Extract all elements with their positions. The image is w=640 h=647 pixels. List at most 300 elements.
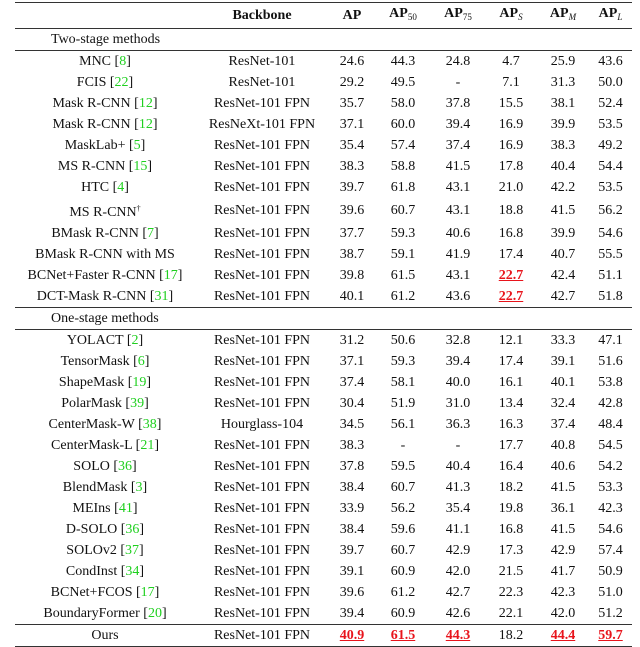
results-table <box>15 2 632 647</box>
backbone-cell: ResNet-101 FPN <box>213 247 311 262</box>
ap-value: 38.4 <box>339 522 365 537</box>
table-row <box>15 244 632 265</box>
ap-cell <box>329 561 375 582</box>
aps-cell <box>485 540 537 561</box>
aps-cell <box>485 265 537 286</box>
ap50-value: 59.3 <box>390 354 416 369</box>
citation-link: 36 <box>118 459 133 474</box>
apm-value: 42.7 <box>550 289 576 304</box>
aps-value: 16.1 <box>498 375 524 390</box>
ap50-value: 58.1 <box>390 375 416 390</box>
ap-value: 38.3 <box>339 438 365 453</box>
ap75-value: 43.6 <box>445 289 471 304</box>
apl-cell <box>589 540 632 561</box>
aps-value: 22.7 <box>498 289 524 304</box>
aps-cell <box>485 414 537 435</box>
apl-cell <box>589 198 632 223</box>
citation-link: 36 <box>125 522 140 537</box>
citation-link: 3 <box>135 480 143 495</box>
method-name: CenterMask-W <box>48 417 135 432</box>
apm-value: 42.3 <box>550 585 576 600</box>
ap75-cell <box>431 603 485 625</box>
ap-cell <box>329 435 375 456</box>
apl-cell <box>589 114 632 135</box>
ours-row <box>15 625 632 647</box>
backbone-cell: ResNet-101 FPN <box>213 375 311 390</box>
apm-cell <box>537 286 589 308</box>
header-ap50 <box>375 3 431 29</box>
backbone-cell: ResNet-101 FPN <box>213 543 311 558</box>
method-name: MS R-CNN <box>57 159 126 174</box>
aps-cell <box>485 351 537 372</box>
header-apm <box>537 3 589 29</box>
method-name: Mask R-CNN <box>52 96 131 111</box>
method-cell: MEIns [41] <box>72 501 138 516</box>
ap75-cell <box>431 244 485 265</box>
method-name: CondInst <box>65 564 118 579</box>
apm-value: 33.3 <box>550 333 576 348</box>
apm-value: 41.5 <box>550 480 576 495</box>
ap-value: 33.9 <box>339 501 365 516</box>
aps-value: 18.8 <box>498 203 524 218</box>
ap50-cell <box>375 223 431 244</box>
ap75-cell <box>431 265 485 286</box>
ap75-value: 41.1 <box>445 522 471 537</box>
ap-value: 35.4 <box>339 138 365 153</box>
citation-link: 12 <box>138 117 153 132</box>
ap-value: 40.9 <box>339 628 365 643</box>
apm-cell <box>537 114 589 135</box>
aps-value: 7.1 <box>502 75 520 90</box>
table-row <box>15 177 632 198</box>
apl-value: 54.6 <box>598 522 623 537</box>
apl-value: 53.5 <box>598 180 623 195</box>
apl-value: 51.6 <box>598 354 623 369</box>
header-apl-base: AP <box>598 6 618 21</box>
ap-cell <box>329 177 375 198</box>
header-ap75-base: AP <box>444 6 463 21</box>
ap50-cell <box>375 540 431 561</box>
apl-cell <box>589 625 632 647</box>
ap-value: 39.6 <box>339 203 365 218</box>
aps-value: 21.5 <box>498 564 524 579</box>
ap50-value: 59.6 <box>390 522 416 537</box>
apl-value: 42.3 <box>598 501 623 516</box>
ap-cell <box>329 414 375 435</box>
citation-link: 37 <box>125 543 140 558</box>
ap-value: 37.8 <box>339 459 365 474</box>
apm-cell <box>537 51 589 73</box>
apm-value: 25.9 <box>550 54 576 69</box>
method-cell: BoundaryFormer [20] <box>43 606 167 621</box>
ap75-value: 43.1 <box>445 268 471 283</box>
aps-value: 22.3 <box>498 585 524 600</box>
apm-value: 41.5 <box>550 522 576 537</box>
ap50-value: 59.1 <box>390 247 416 262</box>
apl-value: 43.6 <box>598 54 623 69</box>
aps-cell <box>485 456 537 477</box>
ap50-cell <box>375 286 431 308</box>
ap-cell <box>329 265 375 286</box>
aps-value: 19.8 <box>498 501 524 516</box>
aps-value: 15.5 <box>498 96 524 111</box>
apm-cell <box>537 498 589 519</box>
ap75-cell <box>431 393 485 414</box>
table-row <box>15 477 632 498</box>
ap50-value: 59.3 <box>390 226 416 241</box>
method-name: YOLACT <box>66 333 124 348</box>
method-cell: DCT-Mask R-CNN [31] <box>36 289 174 304</box>
backbone-cell: ResNet-101 <box>228 54 296 69</box>
aps-cell <box>485 603 537 625</box>
aps-cell <box>485 435 537 456</box>
ap50-cell <box>375 244 431 265</box>
apl-value: 49.2 <box>598 138 623 153</box>
apl-value: 51.0 <box>598 585 623 600</box>
citation-link: 20 <box>147 606 162 621</box>
header-aps-base: AP <box>499 6 519 21</box>
backbone-cell: ResNet-101 FPN <box>213 501 311 516</box>
apm-value: 44.4 <box>550 628 576 643</box>
ap-cell <box>329 51 375 73</box>
method-cell: HTC [4] <box>81 180 129 195</box>
table-row <box>15 135 632 156</box>
ap75-cell <box>431 198 485 223</box>
apm-cell <box>537 265 589 286</box>
ap-cell <box>329 456 375 477</box>
method-cell: PolarMask [39] <box>61 396 149 411</box>
section-header-row <box>15 308 632 330</box>
table-row <box>15 435 632 456</box>
ap-value: 24.6 <box>339 54 365 69</box>
backbone-cell: ResNet-101 FPN <box>213 203 311 218</box>
ap75-value: 40.4 <box>445 459 471 474</box>
ap-cell <box>329 351 375 372</box>
aps-cell <box>485 330 537 352</box>
ap-cell <box>329 372 375 393</box>
ap75-value: 37.8 <box>445 96 471 111</box>
header-apm-sub: M <box>568 12 577 22</box>
ap-value: 37.1 <box>339 354 365 369</box>
ap75-cell <box>431 498 485 519</box>
method-cell: CondInst [34] <box>65 564 145 579</box>
ap75-cell <box>431 51 485 73</box>
citation-link: 4 <box>117 180 125 195</box>
apm-value: 40.6 <box>550 459 576 474</box>
ap50-value: 59.5 <box>390 459 416 474</box>
aps-cell <box>485 177 537 198</box>
apl-value: 42.8 <box>598 396 623 411</box>
table-row <box>15 286 632 308</box>
ap-cell <box>329 393 375 414</box>
apl-cell <box>589 177 632 198</box>
ap50-value: - <box>400 438 406 453</box>
apl-cell <box>589 330 632 352</box>
apm-cell <box>537 223 589 244</box>
ap-value: 38.3 <box>339 159 365 174</box>
header-apm-base: AP <box>549 6 569 21</box>
section-title: Two-stage methods <box>51 32 161 47</box>
apl-cell <box>589 414 632 435</box>
method-name: Ours <box>91 628 119 643</box>
ap75-cell <box>431 93 485 114</box>
header-ap50-base: AP <box>389 6 408 21</box>
ap75-value: 41.5 <box>445 159 471 174</box>
aps-value: 17.4 <box>498 247 524 262</box>
aps-value: 17.3 <box>498 543 524 558</box>
header-method <box>15 3 195 29</box>
method-name: PolarMask <box>61 396 122 411</box>
backbone-cell: ResNet-101 FPN <box>213 396 311 411</box>
ap50-cell <box>375 351 431 372</box>
ap75-cell <box>431 477 485 498</box>
method-cell: SOLOv2 [37] <box>66 543 144 558</box>
backbone-cell: ResNet-101 FPN <box>213 606 311 621</box>
aps-value: 16.9 <box>498 117 524 132</box>
backbone-cell: Hourglass-104 <box>220 417 304 432</box>
apl-value: 53.5 <box>598 117 623 132</box>
aps-cell <box>485 582 537 603</box>
apm-value: 40.8 <box>550 438 576 453</box>
table-row <box>15 265 632 286</box>
ap75-value: - <box>455 75 461 90</box>
method-name: BMask R-CNN <box>51 226 139 241</box>
header-row <box>15 3 632 29</box>
table-row <box>15 51 632 73</box>
ap75-cell <box>431 135 485 156</box>
method-cell: CenterMask-L [21] <box>51 438 159 453</box>
ap75-value: 40.6 <box>445 226 471 241</box>
backbone-cell: ResNet-101 FPN <box>213 628 311 643</box>
ap-value: 40.1 <box>339 289 365 304</box>
ap50-value: 58.0 <box>390 96 416 111</box>
ap50-cell <box>375 582 431 603</box>
citation-link: 38 <box>142 417 157 432</box>
ap-cell <box>329 625 375 647</box>
ap-value: 39.7 <box>339 543 365 558</box>
method-cell: BCNet+Faster R-CNN [17] <box>27 268 183 283</box>
ap50-value: 60.7 <box>390 480 416 495</box>
ap50-value: 60.7 <box>390 203 416 218</box>
aps-value: 17.4 <box>498 354 524 369</box>
apm-cell <box>537 519 589 540</box>
apl-cell <box>589 477 632 498</box>
ap75-cell <box>431 114 485 135</box>
backbone-cell: ResNet-101 FPN <box>213 159 311 174</box>
citation-link: 6 <box>137 354 145 369</box>
aps-cell <box>485 156 537 177</box>
ap50-value: 50.6 <box>390 333 416 348</box>
table-row <box>15 561 632 582</box>
ap50-value: 61.2 <box>390 289 416 304</box>
apl-cell <box>589 286 632 308</box>
method-cell: CenterMask-W [38] <box>48 417 162 432</box>
apl-cell <box>589 435 632 456</box>
method-name: DCT-Mask R-CNN <box>36 289 147 304</box>
apm-value: 42.0 <box>550 606 576 621</box>
apm-cell <box>537 244 589 265</box>
ap50-cell <box>375 93 431 114</box>
ap50-cell <box>375 414 431 435</box>
method-cell: ShapeMask [19] <box>58 375 152 390</box>
apl-value: 56.2 <box>598 203 623 218</box>
apm-value: 40.1 <box>550 375 576 390</box>
apm-cell <box>537 603 589 625</box>
table-row <box>15 603 632 625</box>
ap-value: 38.4 <box>339 480 365 495</box>
apm-cell <box>537 72 589 93</box>
aps-cell <box>485 372 537 393</box>
apl-value: 51.1 <box>598 268 623 283</box>
ap75-value: - <box>455 438 461 453</box>
ap75-cell <box>431 540 485 561</box>
ap50-value: 60.9 <box>390 564 416 579</box>
ap75-cell <box>431 456 485 477</box>
ap75-value: 31.0 <box>445 396 471 411</box>
ap75-value: 36.3 <box>445 417 471 432</box>
ap75-cell <box>431 351 485 372</box>
apl-value: 57.4 <box>598 543 623 558</box>
citation-link: 19 <box>132 375 147 390</box>
apl-cell <box>589 72 632 93</box>
apl-cell <box>589 156 632 177</box>
method-name: BCNet+FCOS <box>50 585 133 600</box>
citation-link: 2 <box>131 333 139 348</box>
ap-value: 35.7 <box>339 96 365 111</box>
table-row <box>15 393 632 414</box>
ap75-value: 39.4 <box>445 354 471 369</box>
backbone-cell: ResNet-101 FPN <box>213 138 311 153</box>
apm-value: 39.9 <box>550 117 576 132</box>
ap-cell <box>329 156 375 177</box>
ap50-value: 61.8 <box>390 180 416 195</box>
table-row <box>15 582 632 603</box>
header-apl-sub: L <box>617 12 623 22</box>
citation-link: 41 <box>118 501 133 516</box>
ap-value: 39.7 <box>339 180 365 195</box>
apl-cell <box>589 393 632 414</box>
ap-value: 37.1 <box>339 117 365 132</box>
ap50-cell <box>375 519 431 540</box>
ap75-value: 42.7 <box>445 585 471 600</box>
apm-value: 40.4 <box>550 159 576 174</box>
apm-cell <box>537 435 589 456</box>
method-cell: BlendMask [3] <box>62 480 148 495</box>
apl-cell <box>589 582 632 603</box>
table-row <box>15 456 632 477</box>
aps-cell <box>485 477 537 498</box>
aps-value: 16.9 <box>498 138 524 153</box>
ap75-value: 42.0 <box>445 564 471 579</box>
apm-value: 32.4 <box>550 396 576 411</box>
header-ap50-sub: 50 <box>407 12 417 22</box>
aps-value: 16.8 <box>498 522 524 537</box>
method-cell: BCNet+FCOS [17] <box>50 585 160 600</box>
apm-value: 31.3 <box>550 75 576 90</box>
apl-value: 54.6 <box>598 226 623 241</box>
aps-cell <box>485 93 537 114</box>
method-name: MaskLab+ <box>64 138 126 153</box>
method-name: TensorMask <box>60 354 130 369</box>
ap-cell <box>329 582 375 603</box>
ap-cell <box>329 93 375 114</box>
apm-cell <box>537 625 589 647</box>
ap-value: 38.7 <box>339 247 365 262</box>
apl-cell <box>589 93 632 114</box>
apl-cell <box>589 265 632 286</box>
ap50-cell <box>375 135 431 156</box>
ap75-cell <box>431 519 485 540</box>
method-cell: YOLACT [2] <box>66 333 144 348</box>
ap-value: 37.7 <box>339 226 365 241</box>
apm-value: 42.9 <box>550 543 576 558</box>
ap-cell <box>329 286 375 308</box>
method-cell: Mask R-CNN [12] <box>52 117 158 132</box>
apm-value: 41.7 <box>550 564 576 579</box>
backbone-cell: ResNeXt-101 FPN <box>208 117 316 132</box>
ap75-value: 43.1 <box>445 203 471 218</box>
ap50-cell <box>375 477 431 498</box>
method-cell: D-SOLO [36] <box>65 522 145 537</box>
method-cell <box>15 625 195 647</box>
apl-cell <box>589 244 632 265</box>
aps-cell <box>485 625 537 647</box>
apl-value: 50.0 <box>598 75 623 90</box>
table-row <box>15 72 632 93</box>
ap50-cell <box>375 72 431 93</box>
apl-cell <box>589 351 632 372</box>
ap50-cell <box>375 393 431 414</box>
method-cell: TensorMask [6] <box>60 354 150 369</box>
apl-cell <box>589 498 632 519</box>
method-name: BlendMask <box>62 480 128 495</box>
apm-cell <box>537 93 589 114</box>
apm-value: 42.2 <box>550 180 576 195</box>
ap50-value: 49.5 <box>390 75 416 90</box>
ap-cell <box>329 519 375 540</box>
apl-value: 55.5 <box>598 247 623 262</box>
table-row <box>15 93 632 114</box>
ap75-value: 40.0 <box>445 375 471 390</box>
citation-link: 7 <box>147 226 154 241</box>
table-row <box>15 540 632 561</box>
aps-cell <box>485 51 537 73</box>
ap75-cell <box>431 372 485 393</box>
backbone-cell: ResNet-101 FPN <box>213 585 311 600</box>
header-backbone: Backbone <box>232 8 292 23</box>
ap75-cell <box>431 72 485 93</box>
backbone-cell: ResNet-101 FPN <box>213 438 311 453</box>
ap50-value: 58.8 <box>390 159 416 174</box>
ap50-cell <box>375 156 431 177</box>
ap-cell <box>329 244 375 265</box>
ap-value: 34.5 <box>339 417 365 432</box>
apl-value: 51.2 <box>598 606 623 621</box>
method-name: BCNet+Faster R-CNN <box>27 268 156 283</box>
apl-cell <box>589 519 632 540</box>
apm-cell <box>537 582 589 603</box>
ap50-cell <box>375 625 431 647</box>
backbone-cell: ResNet-101 FPN <box>213 354 311 369</box>
aps-value: 21.0 <box>498 180 524 195</box>
apl-value: 48.4 <box>598 417 623 432</box>
apm-cell <box>537 414 589 435</box>
apl-value: 52.4 <box>598 96 623 111</box>
ap-value: 30.4 <box>339 396 365 411</box>
aps-value: 17.7 <box>498 438 524 453</box>
apm-cell <box>537 198 589 223</box>
ap50-cell <box>375 198 431 223</box>
